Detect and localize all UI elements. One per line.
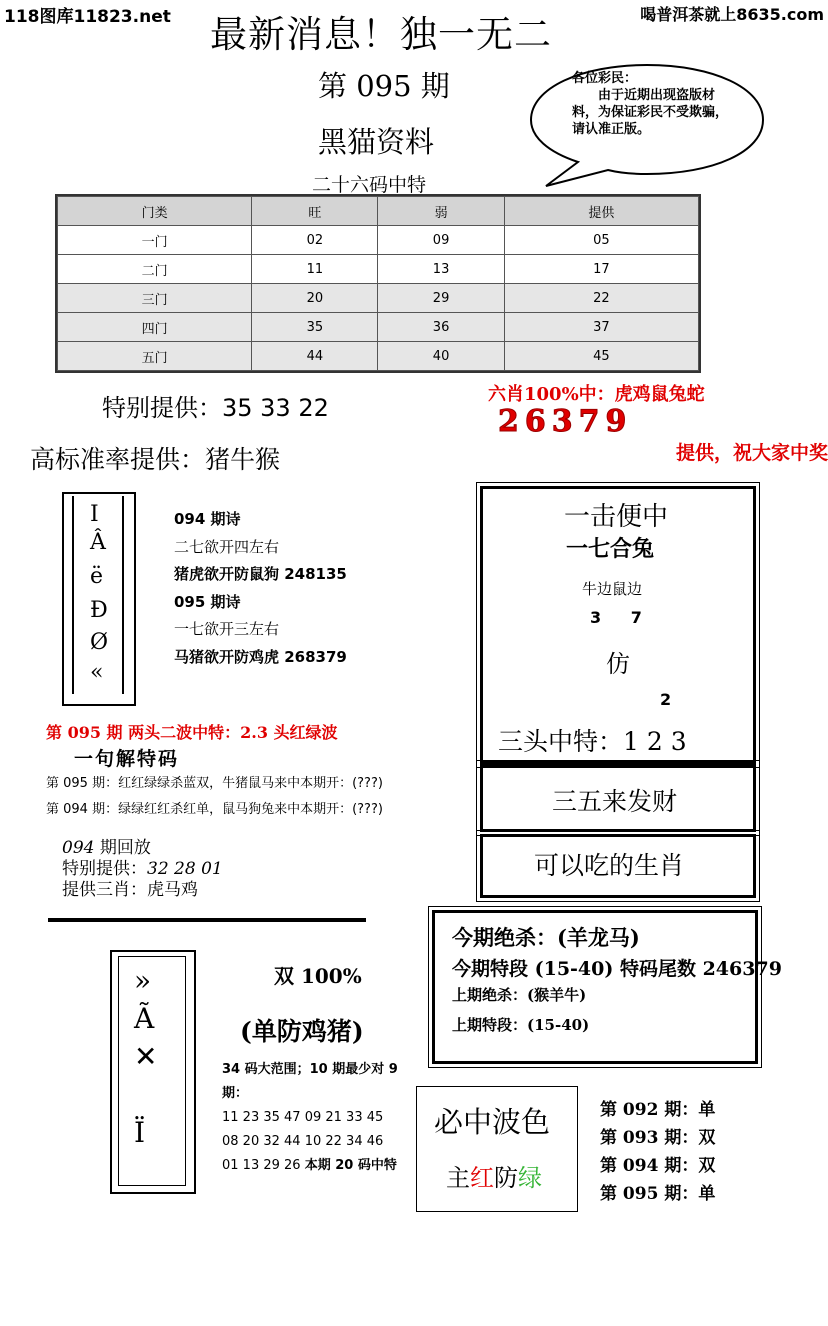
glyph-icon: Ð: [90, 598, 108, 623]
one-sentence-title: 一句解特码: [74, 748, 180, 770]
review-special-label: 特别提供：: [62, 859, 147, 879]
review-block: [62, 838, 223, 901]
poem-line: 094 期诗: [174, 510, 241, 528]
table-row: [58, 226, 699, 255]
list-item: 第 092 期：单: [600, 1100, 716, 1120]
list-item: 第 093 期：双: [600, 1128, 716, 1148]
table-cell: 09: [378, 226, 504, 255]
bubble-message: 由于近期出现盗版材料，为保证彩民不受欺骗，请认准正版。: [572, 88, 729, 137]
two-head-wave: 第 095 期 两头二波中特：2.3 头红绿波: [46, 723, 338, 742]
one-hit-nums: 3 7: [590, 608, 642, 627]
bubble-greeting: 各位彩民：: [572, 71, 638, 86]
glyph-icon: «: [90, 660, 104, 685]
range-title: 34 码大范围；10 期最少对 9 期：: [222, 1062, 398, 1101]
table-cell: 11: [252, 255, 378, 284]
prediction-line: 第 094 期：绿绿红红杀红单，鼠马狗兔来中本期开：(???): [46, 802, 383, 817]
table-cell: 二门: [58, 255, 252, 284]
review-title: 期回放: [94, 838, 151, 858]
table-cell: 29: [378, 284, 504, 313]
double-percent: 双 100%: [274, 964, 362, 988]
poem-line: 一七欲开三左右: [174, 620, 280, 638]
glyph-icon: Ã: [134, 1002, 155, 1035]
table-cell: 36: [378, 313, 504, 342]
one-hit-ox: 牛边鼠边: [582, 580, 643, 598]
review-issue: 094: [62, 838, 95, 858]
wave-title: 必中波色: [434, 1105, 551, 1139]
big-number: 26379: [498, 404, 633, 439]
wave-red: 红: [470, 1164, 494, 1192]
list-item: 第 094 期：双: [600, 1156, 716, 1176]
kill-line: 今期特段 (15-40) 特码尾数 246379: [452, 958, 782, 980]
one-hit-fang: 仿: [606, 650, 630, 678]
number-table: [57, 196, 699, 371]
main-title: 最新消息！独一无二: [210, 13, 552, 56]
site-left-logo: 118图库11823.net: [4, 7, 171, 27]
table-cell: 一门: [58, 226, 252, 255]
six-zodiac: 六肖100%中：虎鸡鼠兔蛇: [488, 384, 705, 405]
wave-green: 绿: [518, 1164, 542, 1192]
range-nums: 11 23 35 47 09 21 33 45: [222, 1110, 384, 1125]
table-row: [58, 284, 699, 313]
poem-lines: [174, 506, 347, 671]
col-header: 弱: [378, 197, 504, 226]
glyph-icon: Â: [90, 530, 106, 555]
site-right-logo: 喝普洱茶就上8635.com: [640, 5, 824, 24]
bubble-text: [572, 70, 734, 150]
poem-line: 马猪欲开防鸡虎 268379: [174, 647, 347, 666]
single-guard: (单防鸡猪): [240, 1017, 364, 1046]
table-cell: 37: [504, 313, 698, 342]
special-offer: 特别提供：35 33 22: [102, 394, 329, 422]
one-hit-sub: 一七合兔: [566, 536, 655, 562]
kill-line: 上期特段：(15-40): [452, 1016, 590, 1034]
one-hit-title: 一击便中: [564, 502, 669, 532]
table-cell: 五门: [58, 342, 252, 371]
table-cell: 四门: [58, 313, 252, 342]
table-cell: 22: [504, 284, 698, 313]
glyph-icon: I: [90, 502, 99, 527]
prediction-line: 第 095 期：红红绿绿杀蓝双，牛猪鼠马来中本期开：(???): [46, 776, 383, 791]
glyph-icon: Ø: [90, 630, 109, 655]
divider: [48, 918, 366, 922]
glyph-icon: Ï: [134, 1116, 146, 1149]
table-cell: 20: [252, 284, 378, 313]
table-cell: 13: [378, 255, 504, 284]
glyph-icon: ✕: [134, 1040, 158, 1073]
fortune-text: 三五来发财: [552, 787, 678, 816]
table-cell: 35: [252, 313, 378, 342]
material-name: 黑猫资料: [318, 125, 435, 159]
table-cell: 05: [504, 226, 698, 255]
col-header: 提供: [504, 197, 698, 226]
range-nums: 08 20 32 44 10 22 34 46: [222, 1134, 384, 1149]
review-three-label: 提供三肖：: [62, 880, 147, 900]
poem-line: 二七欲开四左右: [174, 537, 280, 556]
review-special-value: 32 28 01: [147, 859, 223, 879]
col-header: 门类: [58, 197, 252, 226]
three-head: 三头中特：1 2 3: [498, 727, 687, 756]
range-tail: 本期 20 码中特: [304, 1158, 397, 1173]
table-row: [58, 255, 699, 284]
table-cell: 17: [504, 255, 698, 284]
history-list: [600, 1096, 715, 1208]
table-cell: 45: [504, 342, 698, 371]
wave-fang: 防: [494, 1164, 518, 1192]
review-three-value: 虎马鸡: [147, 880, 198, 900]
one-hit-two: 2: [660, 690, 672, 709]
high-rate-offer: 高标准率提供：猪牛猴: [30, 445, 281, 474]
subtitle: 二十六码中特: [312, 174, 427, 196]
kill-line: 今期绝杀：(羊龙马): [452, 925, 640, 950]
glyph-icon: ë: [90, 564, 104, 589]
table-cell: 40: [378, 342, 504, 371]
kill-line: 上期绝杀：(猴羊牛): [452, 986, 587, 1004]
issue-number: 第 095 期: [318, 69, 450, 103]
table-cell: 三门: [58, 284, 252, 313]
table-row: [58, 342, 699, 371]
table-cell: 44: [252, 342, 378, 371]
table-row: [58, 313, 699, 342]
range-block: [222, 1058, 412, 1178]
edible-text: 可以吃的生肖: [534, 851, 685, 880]
range-nums: 01 13 29 26: [222, 1158, 301, 1173]
wish-text: 提供，祝大家中奖: [676, 442, 828, 464]
wave-zhu: 主: [446, 1164, 470, 1192]
table-cell: 02: [252, 226, 378, 255]
glyph-icon: »: [134, 964, 152, 997]
col-header: 旺: [252, 197, 378, 226]
poem-line: 095 期诗: [174, 592, 241, 611]
poem-line: 猪虎欲开防鼠狗 248135: [174, 565, 347, 583]
list-item: 第 095 期：单: [600, 1184, 716, 1204]
wave-sub: [446, 1158, 542, 1193]
